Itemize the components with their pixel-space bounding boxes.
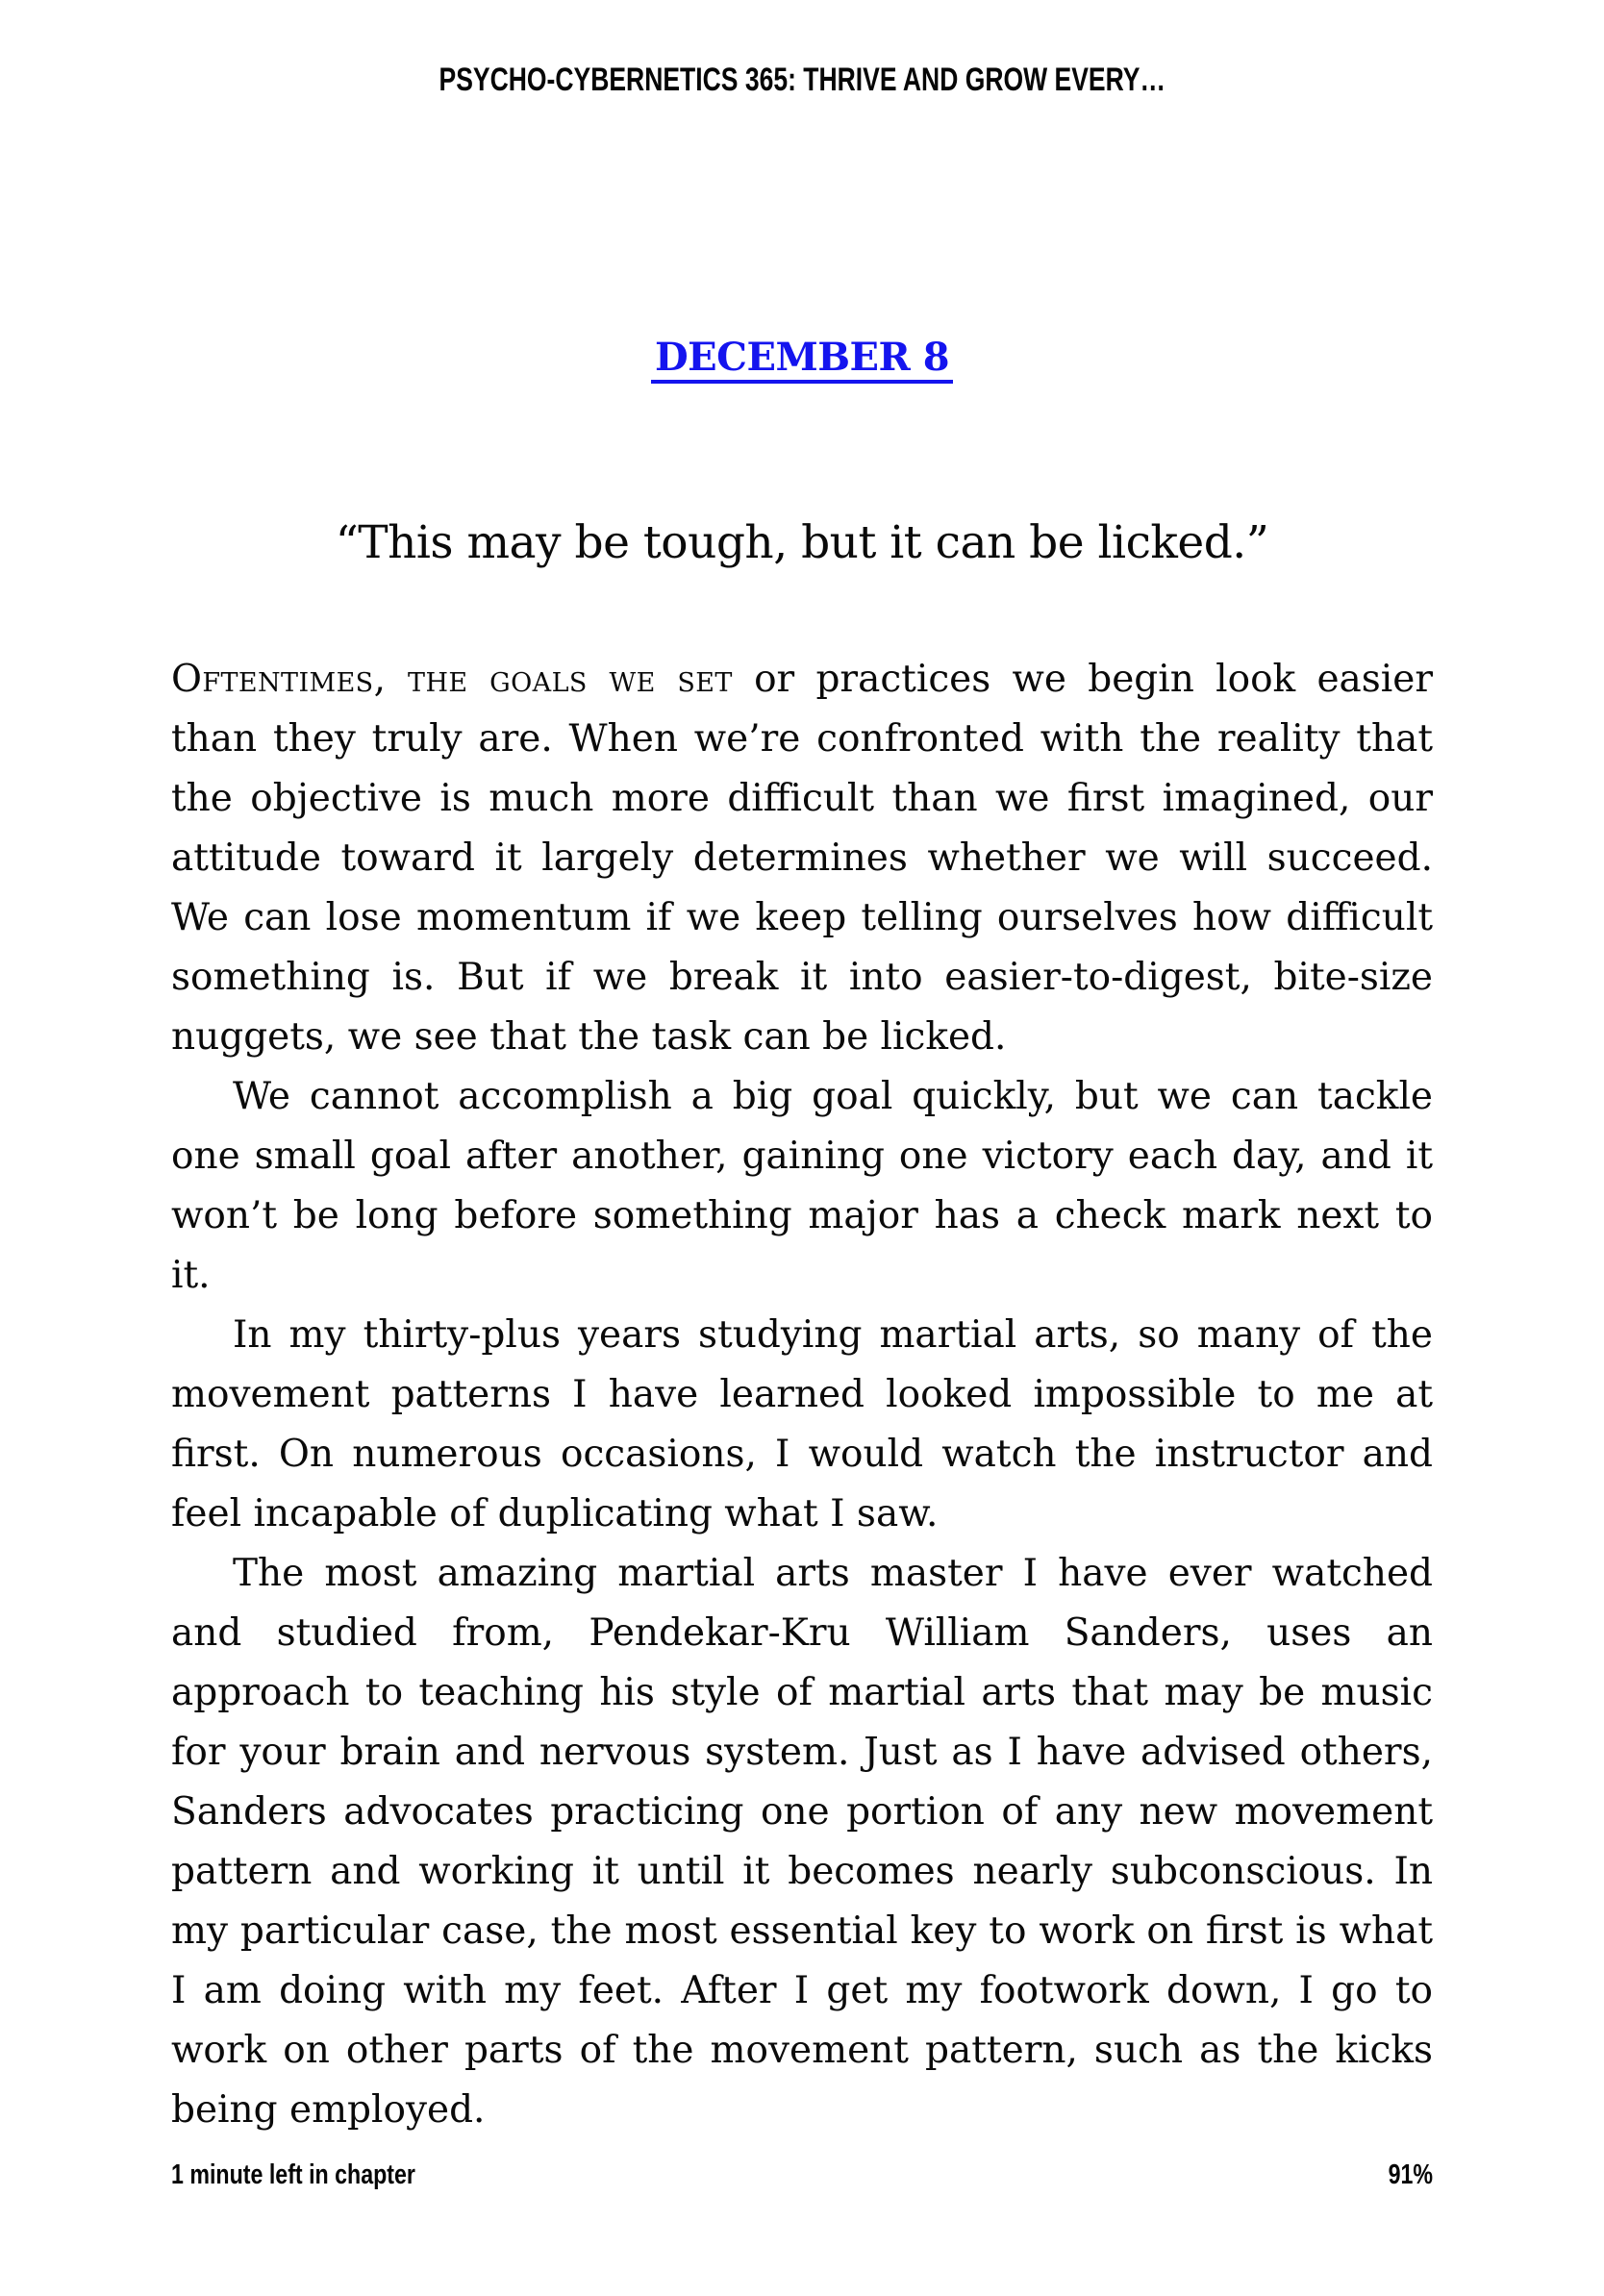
reading-progress-footer bbox=[171, 2159, 1433, 2191]
running-header bbox=[0, 62, 1604, 99]
chapter-body bbox=[171, 650, 1433, 2140]
paragraph-2: We cannot accomplish a big goal quickly, but we can tackle one small goal after another, gaining one victory each day, and it won’t be long before something major has a check mark next to it. bbox=[171, 1075, 1433, 1297]
chapter-date-row bbox=[0, 335, 1604, 384]
paragraph-3: In my thirty-plus years studying martial arts, so many of the movement patterns I have learned looked impossible to me at first. On numerous occasions, I would watch the instructor and feel incapable of duplicating what I saw. bbox=[171, 1313, 1433, 1535]
book-title: PSYCHO-CYBERNETICS 365: THRIVE AND GROW EVERY… bbox=[439, 62, 1165, 98]
time-left-in-chapter: 1 minute left in chapter bbox=[171, 2159, 415, 2190]
chapter-date-link[interactable]: DECEMBER 8 bbox=[651, 338, 953, 384]
progress-percent: 91% bbox=[1388, 2159, 1433, 2190]
paragraph-4: The most amazing martial arts master I have ever watched and studied from, Pendekar-Kru William Sanders, uses an approach to teaching his style of martial arts that may be music for your brain and nervous system. Just as I have advised others, Sanders advocates practicing one portion of any new movement pattern and working it until it becomes nearly subconscious. In my particular case, the most essential key to work on first is what I am doing with my feet. After I get my footwork down, I go to work on other parts of the movement pattern, such as the kicks being employed. bbox=[171, 1552, 1433, 2132]
paragraph-1-text: or practices we begin look easier than they truly are. When we’re confronted with the reality that the objective is much more difficult than we first imagined, our attitude toward it largely determines whether we will succeed. We can lose momentum if we keep telling ourselves how difficult something is. But if we break it into easier-to-digest, bite-size nuggets, we see that the task can be licked. bbox=[171, 658, 1433, 1059]
lead-in-small-caps: Oftentimes, the goals we set bbox=[171, 658, 733, 701]
paragraph-1 bbox=[171, 650, 1433, 1067]
chapter-quote-heading: “This may be tough, but it can be licked.” bbox=[335, 516, 1269, 569]
